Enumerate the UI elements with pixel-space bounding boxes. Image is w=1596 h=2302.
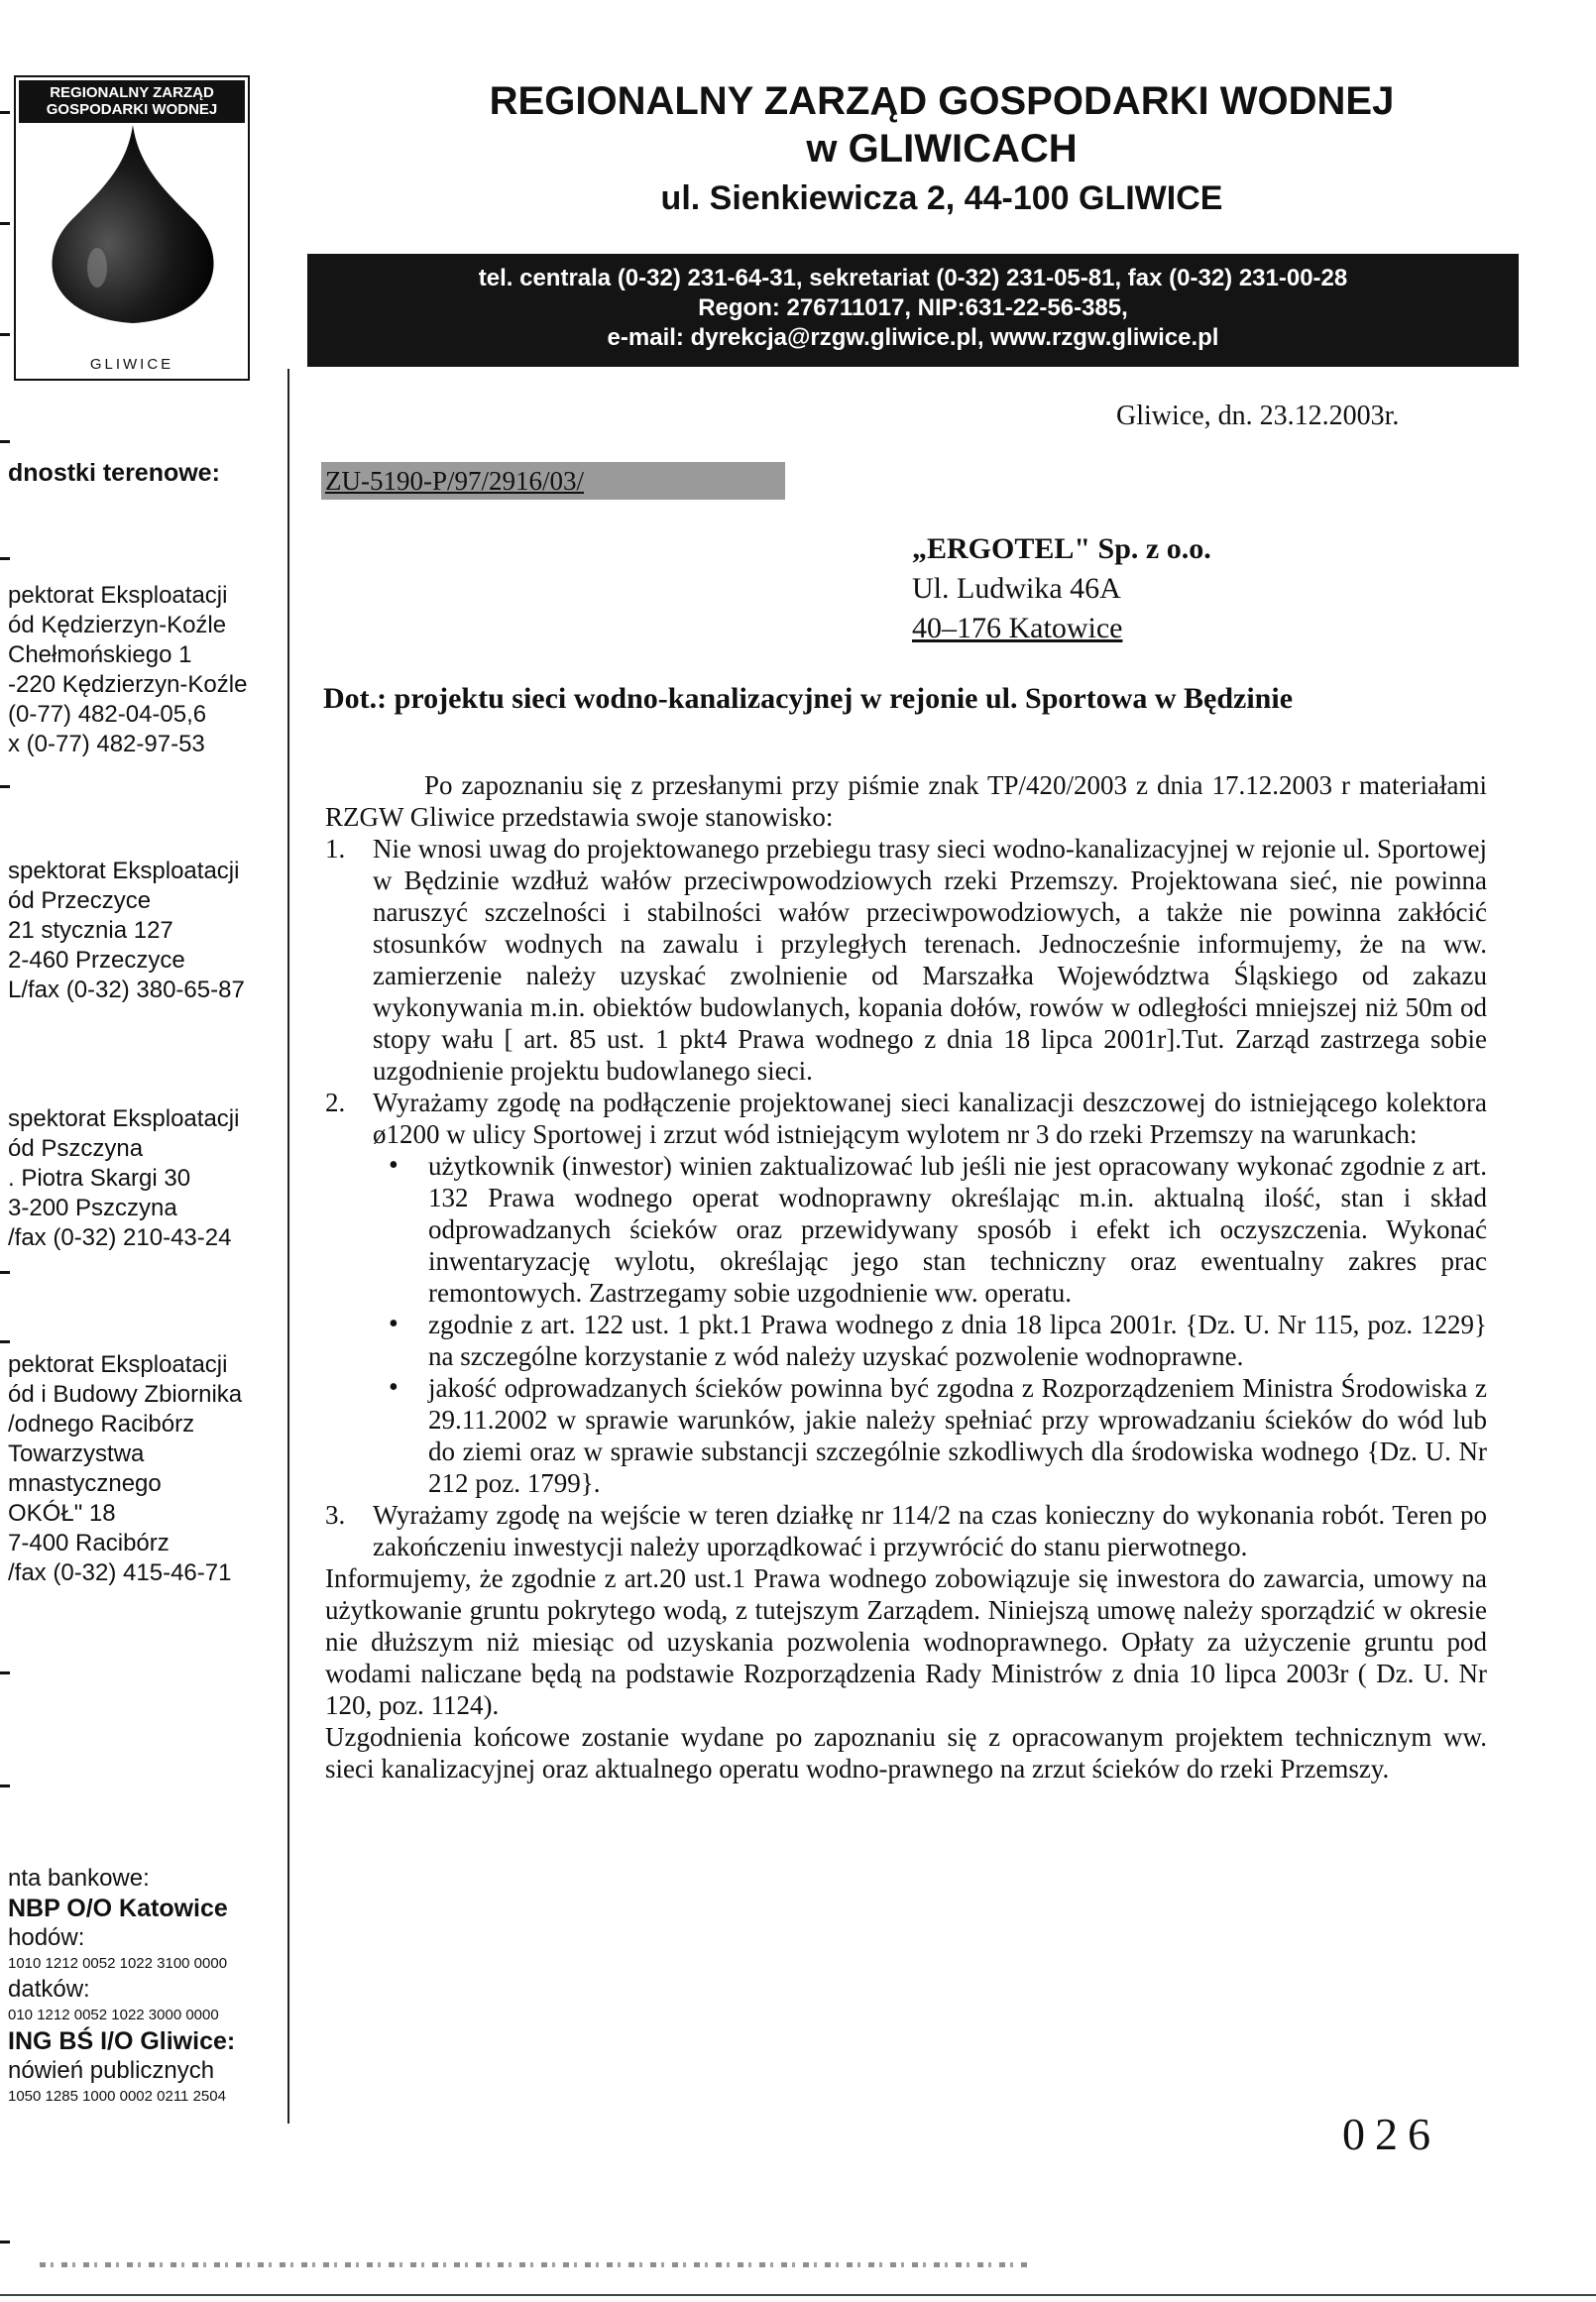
margin-tick [0,1671,10,1674]
closing-paragraph-2: Uzgodnienia końcowe zostanie wydane po zapoznaniu się z opracowanym projektem technicznym ww. sieci kanalizacyjnej oraz aktualnego operatu wodno-prawnego na zrzut ścieków do rzeki Przemszy. [325,1722,1487,1784]
office-line: . Piotra Skargi 30 [8,1165,191,1192]
contact-phones: tel. centrala (0-32) 231-64-31, sekretariat (0-32) 231-05-81, fax (0-32) 231-00-28 [478,265,1348,291]
office-line: ód i Budowy Zbiornika [8,1381,243,1408]
office-line: 21 stycznia 127 [8,917,173,944]
office-line: mnastycznego [8,1470,162,1497]
office-line: (0-77) 482-04-05,6 [8,701,207,728]
office-line: 2-460 Przeczyce [8,947,185,974]
office-line: pektorat Eksploatacji [8,1351,228,1378]
field-units-heading: dnostki terenowe: [8,459,220,487]
office-line: OKÓŁ" 18 [8,1500,116,1527]
point-number: 2. [325,1088,346,1117]
point-text: Wyrażamy zgodę na podłączenie projektowanej sieci kanalizacji deszczowej do istniejącego kolektora ø1200 w ulicy Sportowej i zrzut wód istniejącym wylotem nr 3 do rzeki Przemszy na warunkach: [373,1088,1487,1149]
margin-tick [0,440,10,443]
recipient-address [912,529,1211,648]
margin-tick [0,111,10,114]
account-label: datków: [8,1976,90,2003]
condition-item: • zgodnie z art. 122 ust. 1 pkt.1 Prawa wodnego z dnia 18 lipca 2001r. {Dz. U. Nr 115, poz. 1229} na szczególne korzystanie z wód należy uzyskać pozwolenie wodnoprawne. [428,1309,1487,1372]
office-kedzierzyn [8,581,287,759]
office-line: pektorat Eksploatacji [8,582,228,609]
account-label: nówień publicznych [8,2057,215,2084]
bank-name: NBP O/O Katowice [8,1895,228,1922]
office-line: ód Przeczyce [8,887,152,914]
office-line: spektorat Eksploatacji [8,1105,240,1132]
margin-tick [0,785,10,788]
margin-tick [0,557,10,560]
bank-name: ING BŚ I/O Gliwice: [8,2027,236,2055]
point-text: Nie wnosi uwag do projektowanego przebiegu trasy sieci wodno-kanalizacyjnej w rejonie ul. Sportowej w Będzinie wzdłuż wałów przeciwpowodziowych rzeki Przemszy. Projektowana sieć, nie powinna naruszyć szczelności i stabilności wałów przeciwpowodziowych, a także nie powinna zakłócić stosunków wodnych na zawalu i przyległych terenach. Jednocześnie informujemy, że na ww. zamierzenie należy uzyskać zwolnienie od Marszałka Województwa Śląskiego od zakazu wykonywania m.in. obiektów budowlanych, kopania dołów, rowów w odległości mniejszej niż 50m od stopy wału [ art. 85 ust. 1 pkt4 Prawa wodnego z dnia 18 lipca 2001r].Tut. Zarząd zastrzega sobie uzgodnienie projektu budowlanego sieci. [373,834,1487,1086]
office-line: spektorat Eksploatacji [8,858,240,884]
margin-tick [0,1271,10,1274]
letter-body [325,769,1487,1784]
margin-tick [0,222,10,225]
office-line: /odnego Racibórz [8,1411,195,1438]
margin-tick [0,333,10,336]
office-line: 7-400 Racibórz [8,1530,170,1556]
bank-accounts-title: nta bankowe: [8,1865,150,1892]
organization-name [317,77,1566,173]
office-line: Chełmońskiego 1 [8,641,192,668]
scan-artifact [40,2262,1031,2267]
reference-number: ZU-5190-P/97/2916/03/ [321,462,785,500]
office-line: ód Pszczyna [8,1135,144,1162]
sidebar-divider [287,369,289,2124]
closing-paragraph-1: Informujemy, że zgodnie z art.20 ust.1 Prawa wodnego zobowiązuje się inwestora do zawarcia, umowy na użytkowanie gruntu pokrytego wodą, z tutejszym Zarządem. Niniejszą umowę należy sporządzić w okresie nie dłuższym niż miesiąc od uzyskania pozwolenia wodnoprawnego. Opłaty za użyczenie gruntu pod wodami naliczane będą na podstawie Rozporządzenia Rady Ministrów z dnia 10 lipca 2003r ( Dz. U. Nr 120, poz. 1124). [325,1563,1487,1720]
account-number: 010 1212 0052 1022 3000 0000 [8,2007,219,2023]
bank-accounts [8,1864,287,2108]
office-przeczyce [8,857,287,1005]
logo-city: GLIWICE [89,356,174,373]
recipient-city: 40–176 Katowice [912,612,1123,644]
water-drop-icon [36,121,230,329]
point-number: 3. [325,1500,346,1530]
page-number: 026 [1342,2109,1440,2159]
office-line: Towarzystwa [8,1440,145,1467]
office-line: L/fax (0-32) 380-65-87 [8,977,245,1003]
org-name-line2: w GLIWICACH [806,127,1078,171]
contact-regon-nip: Regon: 276711017, NIP:631-22-56-385, [698,294,1128,321]
logo-band-line2: GOSPODARKI WODNEJ [46,101,218,118]
logo-band-line1: REGIONALNY ZARZĄD [50,84,214,101]
recipient-street: Ul. Ludwika 46A [912,572,1121,605]
letter-date: Gliwice, dn. 23.12.2003r. [1116,401,1400,431]
office-line: 3-200 Pszczyna [8,1195,177,1221]
account-label: hodów: [8,1924,85,1951]
logo-band [19,80,245,123]
recipient-name: „ERGOTEL" Sp. z o.o. [912,532,1211,565]
office-line: -220 Kędzierzyn-Koźle [8,671,248,698]
letter-subject: Dot.: projektu sieci wodno-kanalizacyjnej w rejonie ul. Sportowa w Będzinie [323,682,1294,715]
contact-email-web: e-mail: dyrekcja@rzgw.gliwice.pl, www.rzgw.gliwice.pl [607,324,1219,351]
point-2 [325,1087,1487,1499]
condition-item: • użytkownik (inwestor) winien zaktualizować lub jeśli nie jest opracowany wykonać zgodnie z art. 132 Prawa wodnego operat wodnoprawny określając m.in. aktualną ilość, stan i skład odprowadzanych ścieków oraz przewidywany sposób i efekt ich oczyszczenia. Wykonać inwentaryzację wylotu, określając jego stan techniczny oraz ewentualny zakres prac remontowych. Zastrzegamy sobie uzgodnienie ww. operatu. [428,1150,1487,1309]
office-line: ód Kędzierzyn-Koźle [8,612,227,638]
margin-tick [0,1340,10,1343]
bottom-edge-line [0,2294,1596,2296]
office-pszczyna [8,1104,287,1253]
office-line: /fax (0-32) 210-43-24 [8,1224,232,1251]
margin-tick [0,1784,10,1787]
point-number: 1. [325,834,346,863]
account-number: 1050 1285 1000 0002 0211 2504 [8,2088,226,2105]
intro-paragraph: Po zapoznaniu się z przesłanymi przy piśmie znak TP/420/2003 z dnia 17.12.2003 r materiałami RZGW Gliwice przedstawia swoje stanowisko: [325,770,1487,832]
rzgw-logo [14,75,250,381]
contact-bar [307,254,1519,367]
point-3 [325,1499,1487,1562]
office-line: /fax (0-32) 415-46-71 [8,1559,232,1586]
conditions-list [373,1150,1487,1499]
organization-address: ul. Sienkiewicza 2, 44-100 GLIWICE [660,179,1223,217]
office-line: x (0-77) 482-97-53 [8,731,205,757]
point-1 [325,833,1487,1087]
office-raciborz [8,1350,287,1588]
margin-tick [0,2241,10,2244]
account-number: 1010 1212 0052 1022 3100 0000 [8,1955,228,1972]
point-text: Wyrażamy zgodę na wejście w teren działkę nr 114/2 na czas konieczny do wykonania robót. Teren po zakończeniu inwestycji należy uporządkować i przywrócić do stanu pierwotnego. [373,1500,1487,1561]
org-name-line1: REGIONALNY ZARZĄD GOSPODARKI WODNEJ [489,79,1395,123]
condition-item: • jakość odprowadzanych ścieków powinna być zgodna z Rozporządzeniem Ministra Środowiska z 29.11.2002 w sprawie warunków, jakie należy spełniać przy wprowadzaniu ścieków do wód lub do ziemi oraz w sprawie substancji szczególnie szkodliwych dla środowiska wodnego {Dz. U. Nr 212 poz. 1799}. [428,1372,1487,1499]
